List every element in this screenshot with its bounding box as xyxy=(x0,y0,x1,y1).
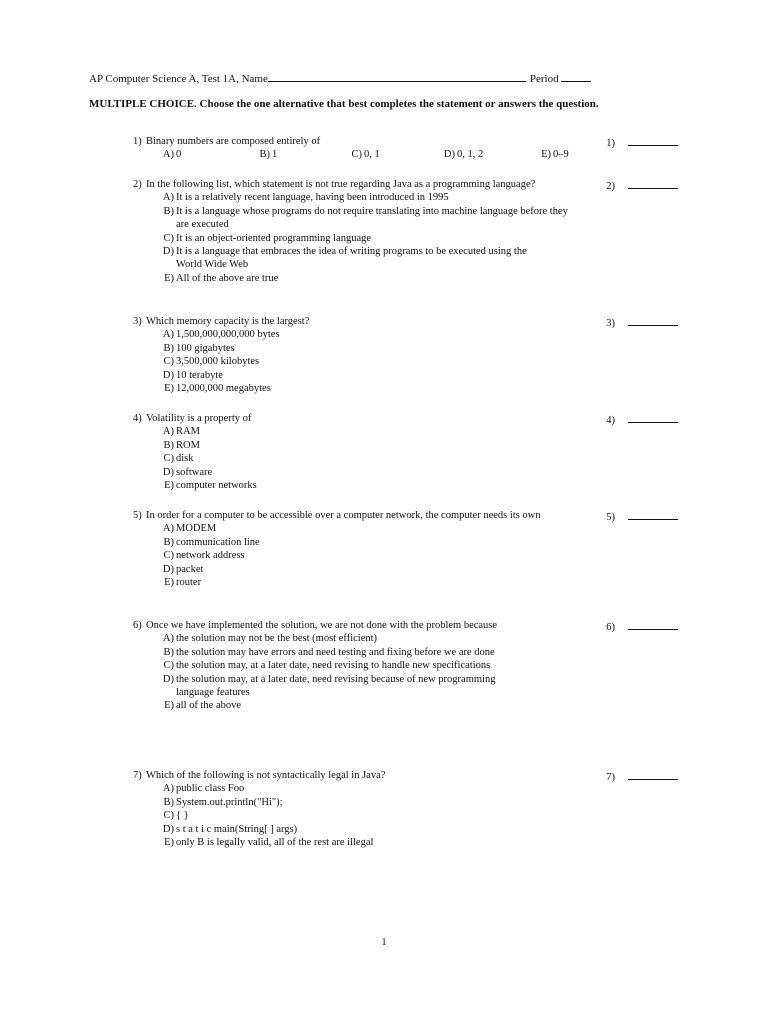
choice-b xyxy=(157,342,577,355)
choice-list xyxy=(157,782,678,849)
question-stem xyxy=(133,315,678,328)
choice-text: software xyxy=(176,466,213,478)
choice-letter: D) xyxy=(162,466,174,478)
choice-text: the solution may not be the best (most efficient) xyxy=(176,633,378,645)
choice-letter: D) xyxy=(162,563,174,575)
choice-letter: A) xyxy=(162,192,174,204)
answer-slot[interactable] xyxy=(606,412,678,427)
choice-letter: D) xyxy=(162,369,174,381)
choice-list xyxy=(157,632,678,712)
choice-b xyxy=(157,205,577,232)
question-text: Binary numbers are composed entirely of xyxy=(146,136,321,147)
question-stem xyxy=(133,135,678,148)
choice-letter: C) xyxy=(163,356,174,368)
question-stem xyxy=(133,769,678,782)
choice-text: the solution may, at a later date, need revising because of new programming language features xyxy=(176,673,496,699)
choice-text: It is a language that embraces the idea of writing programs to be executed using the World Wide Web xyxy=(176,246,527,271)
choice-text: communication line xyxy=(176,536,260,548)
answer-label: 2) xyxy=(606,181,615,192)
choice-text: computer networks xyxy=(176,480,257,492)
answer-label: 3) xyxy=(606,318,615,329)
choice-e xyxy=(157,699,577,712)
question-number: 1) xyxy=(133,136,142,147)
choice-e xyxy=(157,382,577,395)
choice-text: router xyxy=(176,577,202,589)
choice-letter: D) xyxy=(162,246,174,258)
choice-letter: A) xyxy=(162,149,174,161)
test-title: AP Computer Science A, Test 1A, Name xyxy=(89,73,268,85)
choice-d xyxy=(157,369,577,382)
answer-label: 6) xyxy=(606,622,615,633)
choice-text: s t a t i c main(String[ ] args) xyxy=(176,823,298,835)
choice-text: all of the above xyxy=(176,700,242,712)
choice-d xyxy=(438,148,534,161)
choice-letter: E) xyxy=(164,272,174,284)
choice-b xyxy=(253,148,345,161)
question-6 xyxy=(133,619,678,713)
question-number: 4) xyxy=(133,413,142,424)
choice-list xyxy=(157,425,678,492)
choice-letter: E) xyxy=(164,837,174,849)
choice-letter: A) xyxy=(162,783,174,795)
question-text: In order for a computer to be accessible over a computer network, the computer needs its own xyxy=(146,510,541,521)
choice-text: 3,500,000 kilobytes xyxy=(176,356,260,368)
choice-a xyxy=(157,328,577,341)
choice-text: 0–9 xyxy=(553,149,569,161)
name-blank-line xyxy=(268,71,526,82)
choice-e xyxy=(534,148,569,161)
answer-slot[interactable] xyxy=(606,315,678,330)
question-3 xyxy=(133,315,678,395)
choice-text: only B is legally valid, all of the rest are illegal xyxy=(176,837,374,849)
choice-e xyxy=(157,836,577,849)
choice-text: packet xyxy=(176,563,204,575)
question-stem xyxy=(133,619,678,632)
choice-letter: B) xyxy=(163,205,174,217)
question-5 xyxy=(133,509,678,589)
choice-text: It is a relatively recent language, having been introduced in 1995 xyxy=(176,192,449,204)
choice-list xyxy=(157,328,678,395)
answer-slot[interactable] xyxy=(606,619,678,634)
question-text: Volatility is a property of xyxy=(146,413,252,424)
choice-text: 1 xyxy=(272,149,278,161)
choice-d xyxy=(157,673,517,700)
choice-a xyxy=(157,632,577,645)
choice-letter: C) xyxy=(163,232,174,244)
choice-d xyxy=(157,823,577,836)
test-header xyxy=(89,71,669,86)
choice-text: It is an object-oriented programming language xyxy=(176,232,372,244)
choice-text: MODEM xyxy=(176,523,217,535)
answer-slot[interactable] xyxy=(606,509,678,524)
choice-letter: A) xyxy=(162,426,174,438)
choice-d xyxy=(157,245,547,272)
choice-c xyxy=(157,355,577,368)
choice-c xyxy=(157,659,517,672)
choice-text: 12,000,000 megabytes xyxy=(176,383,271,395)
choice-letter: B) xyxy=(163,342,174,354)
answer-blank-line[interactable] xyxy=(628,619,678,630)
choice-d xyxy=(157,466,577,479)
choice-a xyxy=(157,425,577,438)
question-stem xyxy=(133,178,678,191)
question-number: 6) xyxy=(133,620,142,631)
choice-text: public class Foo xyxy=(176,783,245,795)
choice-text: It is a language whose programs do not require translating into machine language before they are executed xyxy=(176,205,568,231)
question-stem xyxy=(133,509,678,522)
page-number: 1 xyxy=(381,937,387,948)
choice-letter: D) xyxy=(162,673,174,685)
choice-letter: D) xyxy=(162,823,174,835)
choice-text: System.out.println("Hi"); xyxy=(176,796,283,808)
choice-list xyxy=(157,148,678,161)
choice-letter: E) xyxy=(164,480,174,492)
choice-b xyxy=(157,646,577,659)
answer-label: 5) xyxy=(606,512,615,523)
choice-c xyxy=(157,809,577,822)
choice-letter: A) xyxy=(162,329,174,341)
choice-a xyxy=(157,148,253,161)
question-2 xyxy=(133,178,678,285)
choice-c xyxy=(157,549,577,562)
answer-blank-line[interactable] xyxy=(628,178,678,189)
choice-list xyxy=(157,522,678,589)
answer-label: 7) xyxy=(606,772,615,783)
choice-text: disk xyxy=(176,453,194,465)
choice-text: network address xyxy=(176,550,245,562)
question-text: Once we have implemented the solution, we are not done with the problem because xyxy=(146,620,498,631)
choice-letter: C) xyxy=(351,149,362,161)
choice-c xyxy=(345,148,438,161)
choice-letter: E) xyxy=(541,149,551,161)
question-text: In the following list, which statement is not true regarding Java as a programming language? xyxy=(146,179,536,190)
answer-blank-line[interactable] xyxy=(628,769,678,780)
choice-text: 100 gigabytes xyxy=(176,342,235,354)
choice-text: All of the above are true xyxy=(176,272,279,284)
answer-label: 1) xyxy=(606,138,615,149)
choice-text: 1,500,000,000,000 bytes xyxy=(176,329,280,341)
question-number: 3) xyxy=(133,316,142,327)
answer-slot[interactable] xyxy=(606,135,678,150)
choice-text: 0, 1 xyxy=(364,149,380,161)
answer-slot[interactable] xyxy=(606,769,678,784)
choice-text: 0, 1, 2 xyxy=(457,149,484,161)
choice-e xyxy=(157,272,577,285)
choice-letter: A) xyxy=(162,633,174,645)
choice-text: 10 terabyte xyxy=(176,369,223,381)
choice-letter: B) xyxy=(163,646,174,658)
answer-blank-line[interactable] xyxy=(628,412,678,423)
choice-letter: D) xyxy=(443,149,455,161)
choice-a xyxy=(157,191,577,204)
choice-letter: A) xyxy=(162,523,174,535)
choice-letter: C) xyxy=(163,550,174,562)
answer-blank-line[interactable] xyxy=(628,135,678,146)
choice-c xyxy=(157,232,577,245)
answer-slot[interactable] xyxy=(606,178,678,193)
answer-blank-line[interactable] xyxy=(628,509,678,520)
question-stem xyxy=(133,412,678,425)
choice-text: ROM xyxy=(176,439,200,451)
choice-text: 0 xyxy=(176,149,182,161)
choice-letter: C) xyxy=(163,660,174,672)
choice-text: the solution may, at a later date, need revising to handle new specifications xyxy=(176,660,491,672)
choice-letter: B) xyxy=(259,149,270,161)
choice-c xyxy=(157,452,577,465)
choice-list xyxy=(157,191,678,285)
question-4 xyxy=(133,412,678,492)
question-text: Which of the following is not syntactically legal in Java? xyxy=(146,770,386,781)
period-blank-line xyxy=(561,71,591,82)
choice-b xyxy=(157,536,577,549)
choice-b xyxy=(157,796,577,809)
answer-blank-line[interactable] xyxy=(628,315,678,326)
choice-text: { } xyxy=(176,810,189,822)
question-7 xyxy=(133,769,678,849)
choice-letter: B) xyxy=(163,439,174,451)
question-number: 2) xyxy=(133,179,142,190)
choice-text: the solution may have errors and need testing and fixing before we are done xyxy=(176,646,495,658)
period-label: Period xyxy=(529,73,559,85)
choice-letter: E) xyxy=(164,383,174,395)
choice-letter: B) xyxy=(163,536,174,548)
choice-d xyxy=(157,563,577,576)
answer-label: 4) xyxy=(606,415,615,426)
choice-a xyxy=(157,522,577,535)
choice-letter: E) xyxy=(164,577,174,589)
choice-letter: B) xyxy=(163,796,174,808)
choice-b xyxy=(157,439,577,452)
question-number: 7) xyxy=(133,770,142,781)
question-1 xyxy=(133,135,678,162)
choice-letter: C) xyxy=(163,810,174,822)
choice-letter: E) xyxy=(164,700,174,712)
choice-text: RAM xyxy=(176,426,200,438)
choice-letter: C) xyxy=(163,453,174,465)
question-number: 5) xyxy=(133,510,142,521)
choice-e xyxy=(157,576,577,589)
instructions: MULTIPLE CHOICE. Choose the one alternative that best completes the statement or answers the question. xyxy=(89,98,599,110)
choice-a xyxy=(157,782,577,795)
question-text: Which memory capacity is the largest? xyxy=(146,316,310,327)
choice-e xyxy=(157,479,577,492)
